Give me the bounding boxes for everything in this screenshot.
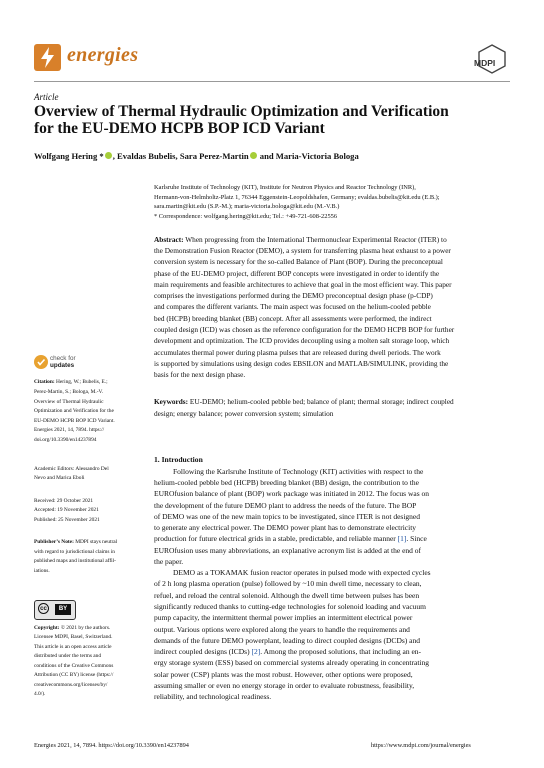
abstract-line: is supported by simulations using design codes EBSILON and MATLAB/SIMULINK, providing the <box>154 359 449 368</box>
copyright-label: Copyright: <box>34 625 60 631</box>
citation-line: Overview of Thermal Hydraulic <box>34 399 104 405</box>
author-name[interactable]: , Evaldas Bubelis, Sara Perez-Martin <box>112 151 249 161</box>
author-name[interactable]: and Maria-Victoria Bologa <box>257 151 359 161</box>
author-name[interactable]: Wolfgang Hering * <box>34 151 104 161</box>
citation-line: Energies 2021, 14, 7894. https:// <box>34 427 105 433</box>
body-text: production for future electrical grids in a stable, predictable, and reliable manner <box>154 534 398 543</box>
body-text: . Among the proposed solutions, that including an en- <box>260 647 422 656</box>
body-line: to generate any electrical power. The DEMO power plant has to demonstrate electricity <box>154 523 417 532</box>
keywords-label: Keywords: <box>154 397 189 406</box>
body-line: assuming smaller or even no energy storage in order to evaluate robustness, feasibility, <box>154 681 415 690</box>
copyright-line: Attribution (CC BY) license (https:// <box>34 672 114 678</box>
body-line: demands of the future DEMO powerplant, leading to direct coupled designs (DCDs) and <box>154 636 420 645</box>
copyright-text: © 2021 by the authors. <box>59 625 111 631</box>
article-type: Article <box>34 92 59 102</box>
footer-citation[interactable]: Energies 2021, 14, 7894. https://doi.org/10.3390/en14237894 <box>34 742 189 749</box>
title-line: Overview of Thermal Hydraulic Optimization and Verification <box>34 103 449 120</box>
citation-doi-link[interactable]: doi.org/10.3390/en14237894 <box>34 437 97 443</box>
reference-link[interactable]: [2] <box>251 647 261 656</box>
body-line: DEMO as a TOKAMAK fusion reactor operates in pulsed mode with expected cycles <box>173 568 431 577</box>
affiliation-line: Karlsruhe Institute of Technology (KIT), Institute for Neutron Physics and Reactor Technology (INR), <box>154 184 416 191</box>
body-line: of DEMO was one of the new main topics to be investigated, since ITER is not designed <box>154 512 420 521</box>
keywords-text: EU-DEMO; helium-cooled pebble bed; balance of plant; thermal storage; indirect coupled <box>188 397 454 406</box>
keywords-line: design; energy balance; power conversion system; simulation <box>154 409 334 418</box>
citation-text: Hering, W.; Bubelis, E.; <box>54 379 108 385</box>
body-line: the development of the future DEMO plant to address the needs of the future. The BOP <box>154 501 417 510</box>
cc-by-icon: BY <box>55 604 71 615</box>
check-for-updates-button[interactable] <box>50 355 76 369</box>
keywords-line <box>154 396 510 407</box>
abstract-line: conversion system is necessary for the so-called Balance of Plant (BOP). During the preconceptual <box>154 257 443 266</box>
body-line: reliability, and technological readiness. <box>154 692 272 701</box>
citation-label: Citation: <box>34 379 55 385</box>
abstract-line: phase of the EU-DEMO project, different BOP concepts were investigated in order to identify the <box>154 269 440 278</box>
copyright-line: distributed under the terms and <box>34 653 102 659</box>
abstract-line: accumulates thermal power during plasma pulses that are released during dwell periods. The work <box>154 348 441 357</box>
check-for-updates-icon[interactable] <box>34 355 48 369</box>
title-line: for the EU-DEMO HCPB BOP ICD Variant <box>34 120 325 137</box>
footer-journal-link[interactable]: https://www.mdpi.com/journal/energies <box>371 742 471 749</box>
editors-line: Nevo and Marica Eboli <box>34 475 85 481</box>
abstract-line: coupled design (ICD) was chosen as the reference configuration for the DEMO HCPB BOP for further <box>154 325 455 334</box>
abstract-line: bed (HCPB) breeding blanket (BB) concept. After all assessments were performed, the indirect <box>154 314 432 323</box>
license-link[interactable]: creativecommons.org/licenses/by/ <box>34 682 108 688</box>
abstract-line: comprises the investigations performed during the DEMO preconceptual design phase (p-CDP) <box>154 291 433 300</box>
date-published: Published: 25 November 2021 <box>34 517 100 523</box>
publisher-note-line: iations. <box>34 568 50 574</box>
journal-logo-icon <box>34 44 61 71</box>
publisher-note-line <box>34 538 146 548</box>
abstract-text: When progressing from the International Thermonuclear Experimental Reactor (ITER) to <box>183 235 447 244</box>
body-line: Following the Karlsruhe Institute of Technology (KIT) activities with respect to the <box>173 467 424 476</box>
affiliation-line: Hermann-von-Helmholtz-Platz 1, 76344 Eggenstein-Leopoldshafen, Germany; evaldas.bubelis@kit.edu (E.B.); <box>154 194 440 201</box>
body-line: solar power (CSP) plants was the most robust. However, other options were proposed, <box>154 670 413 679</box>
orcid-icon[interactable] <box>250 152 257 159</box>
publisher-note-text: MDPI stays neutral <box>73 539 118 545</box>
body-line <box>154 533 510 544</box>
abstract-line: basis for the next design phase. <box>154 370 246 379</box>
correspondence-line: * Correspondence: wolfgang.hering@kit.edu; Tel.: +49-721-608-22556 <box>154 213 338 220</box>
citation-line <box>34 378 146 388</box>
journal-name: energies <box>67 44 139 66</box>
article-title <box>34 103 512 137</box>
publisher-note-line: published maps and institutional affil- <box>34 558 116 564</box>
cc-icon: cc <box>38 603 49 614</box>
body-line: helium-cooled pebble bed (HCPB) breeding blanket (BB) design, the contribution to the <box>154 478 419 487</box>
check-updates-line: updates <box>50 362 75 369</box>
body-text: indirect coupled designs (ICDs) <box>154 647 252 656</box>
affiliation-line: sara.martin@kit.edu (S.P.-M.); maria-victoria.bologa@kit.edu (M.-V.B.) <box>154 203 340 210</box>
abstract-line <box>154 234 510 245</box>
body-line <box>154 646 510 657</box>
abstract-line: main requirements and feasible architectures to achieve that goal in the most efficient way. This paper <box>154 280 452 289</box>
body-line: EUROfusion uses many abbreviations, an explanative acronym list is added at the end of <box>154 546 422 555</box>
body-line: refuel, and reload the central solenoid. Although the dwell time between pulses has been <box>154 591 420 600</box>
abstract-line: and compares the different variants. The main aspect was focused on the helium-cooled pebble <box>154 302 431 311</box>
section-heading: 1. Introduction <box>154 455 203 464</box>
orcid-icon[interactable] <box>105 152 112 159</box>
body-line: significantly reduced thanks to cutting-edge technologies for solenoid loading and vacuum <box>154 602 427 611</box>
abstract-line: the Demonstration Fusion Reactor (DEMO), a system for transferring plasma heat exhaust to a power <box>154 246 451 255</box>
reference-link[interactable]: [1] <box>397 534 407 543</box>
copyright-line: Licensee MDPI, Basel, Switzerland. <box>34 634 113 640</box>
body-line: pump capacity, the intermittent thermal power implies an intermittent electrical power <box>154 613 413 622</box>
copyright-line: 4.0/). <box>34 691 46 697</box>
abstract-line: development and optimization. The ICD provides decoupling using a molten salt storage loop, which <box>154 336 450 345</box>
header-divider <box>34 81 510 82</box>
citation-line: Perez-Martin, S.; Bologa, M.-V. <box>34 389 104 395</box>
body-line: the paper. <box>154 557 184 566</box>
editors-line: Academic Editors: Alessandro Del <box>34 466 109 472</box>
publisher-note-label: Publisher’s Note: <box>34 539 74 545</box>
publisher-note-line: with regard to jurisdictional claims in <box>34 549 115 555</box>
check-updates-line: check for <box>50 355 76 362</box>
citation-line: EU-DEMO HCPB BOP ICD Variant. <box>34 418 115 424</box>
publisher-name: MDPI <box>474 58 496 68</box>
abstract-label: Abstract: <box>154 235 184 244</box>
date-received: Received: 29 October 2021 <box>34 498 94 504</box>
copyright-line: conditions of the Creative Commons <box>34 663 114 669</box>
body-line: output. Various options were explored along the years to handle the requirements and <box>154 625 410 634</box>
date-accepted: Accepted: 19 November 2021 <box>34 507 99 513</box>
body-line: EUROfusion balance of plant (BOP) work package was initiated in 2012. The focus was on <box>154 489 430 498</box>
citation-line: Optimization and Verification for the <box>34 408 114 414</box>
body-line: ergy storage system (ESS) based on commercial systems already operating in concentrating <box>154 658 429 667</box>
copyright-line: This article is an open access article <box>34 644 112 650</box>
body-text: . Since <box>406 534 427 543</box>
author-list <box>34 151 512 161</box>
body-line: of 2 h long plasma operation (pulse) followed by ~10 min dwell time, necessary to clean, <box>154 579 422 588</box>
